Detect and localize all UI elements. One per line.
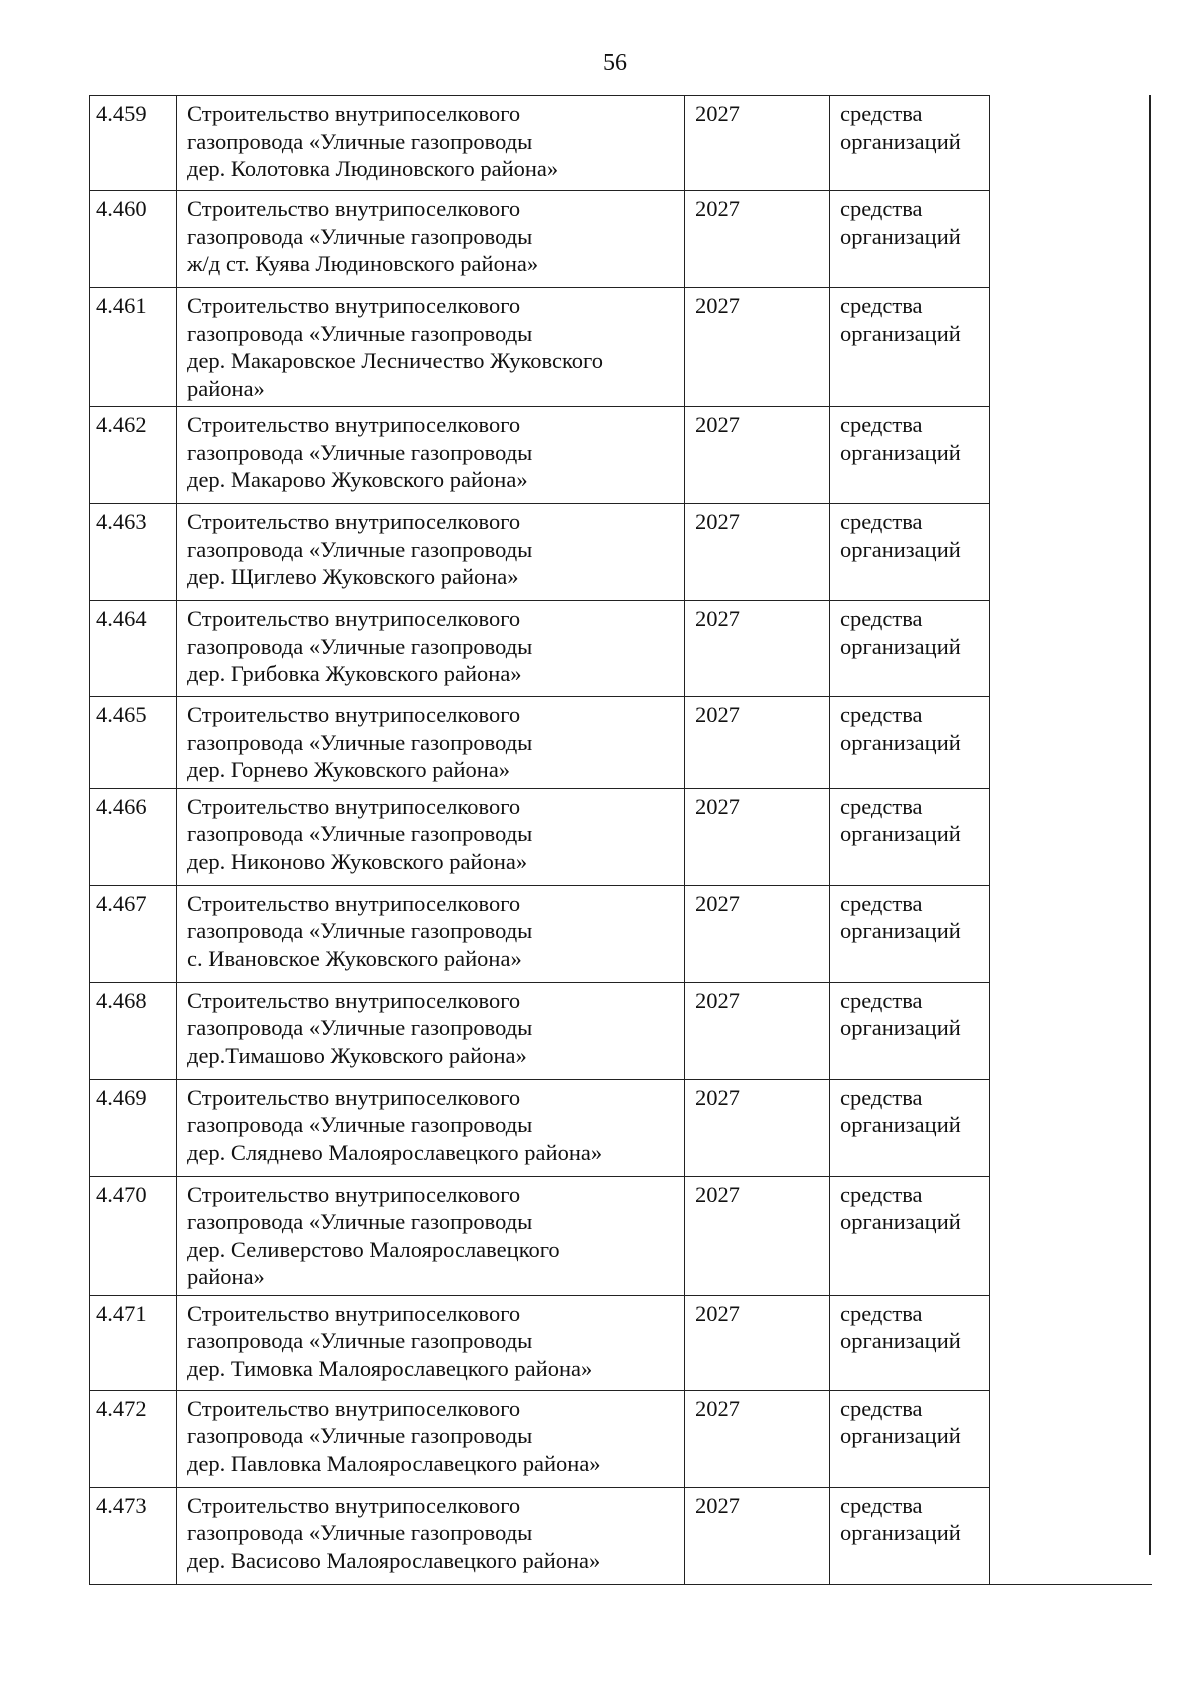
item-number: 4.470 (90, 1176, 177, 1295)
description-line: Строительство внутрипоселкового (187, 1181, 521, 1207)
funding-source-line: средства (840, 1084, 923, 1110)
description-line: газопровода «Уличные газопроводы (187, 223, 533, 249)
empty-cell (990, 788, 1152, 885)
empty-cell (990, 601, 1152, 697)
table-row (90, 1079, 1152, 1176)
description-line: дер. Павловка Малоярославецкого района» (187, 1450, 601, 1476)
item-year: 2027 (685, 96, 830, 191)
item-description (177, 601, 685, 697)
item-number: 4.471 (90, 1295, 177, 1390)
item-description (177, 1176, 685, 1295)
table-row (90, 1295, 1152, 1390)
empty-cell (990, 1487, 1152, 1584)
funding-source-line: организаций (840, 536, 961, 562)
item-description (177, 288, 685, 407)
item-description (177, 407, 685, 504)
funding-source-line: организаций (840, 223, 961, 249)
funding-source (830, 96, 990, 191)
description-line: газопровода «Уличные газопроводы (187, 1015, 533, 1040)
description-line: Строительство внутрипоселкового (187, 987, 521, 1013)
item-year: 2027 (685, 288, 830, 407)
funding-source (830, 288, 990, 407)
funding-source (830, 504, 990, 601)
funding-source (830, 601, 990, 697)
description-line: дер. Сляднево Малоярославецкого района» (187, 1139, 603, 1165)
description-line: газопровода «Уличные газопроводы (187, 536, 533, 562)
item-number: 4.460 (90, 191, 177, 288)
description-line: дер. Щиглево Жуковского района» (187, 564, 519, 589)
item-number: 4.463 (90, 504, 177, 601)
item-year: 2027 (685, 885, 830, 982)
funding-source (830, 1487, 990, 1584)
item-number: 4.464 (90, 601, 177, 697)
funding-source-line: средства (840, 1492, 923, 1518)
empty-cell (990, 697, 1152, 789)
item-description (177, 191, 685, 288)
item-year: 2027 (685, 1487, 830, 1584)
item-number: 4.466 (90, 788, 177, 885)
item-year: 2027 (685, 601, 830, 697)
funding-source-line: средства (840, 1300, 923, 1326)
funding-source-line: организаций (840, 1209, 961, 1234)
empty-cell (990, 288, 1152, 407)
funding-source (830, 191, 990, 288)
description-line: дер. Селиверстово Малоярославецкого (187, 1236, 560, 1262)
description-line: дер. Колотовка Людиновского района» (187, 156, 559, 181)
item-year: 2027 (685, 504, 830, 601)
item-description (177, 788, 685, 885)
funding-source-line: средства (840, 412, 923, 437)
funding-source-line: организаций (840, 1015, 961, 1040)
description-line: Строительство внутрипоселкового (187, 293, 521, 318)
description-line: газопровода «Уличные газопроводы (187, 1423, 533, 1448)
description-line: газопровода «Уличные газопроводы (187, 1328, 533, 1353)
description-line: газопровода «Уличные газопроводы (187, 128, 533, 154)
funding-source-line: средства (840, 987, 923, 1013)
description-line: района» (187, 375, 265, 401)
description-line: с. Ивановское Жуковского района» (187, 945, 522, 971)
description-line: Строительство внутрипоселкового (187, 1395, 521, 1421)
item-year: 2027 (685, 407, 830, 504)
item-description (177, 1487, 685, 1584)
item-description (177, 1079, 685, 1176)
empty-cell (990, 96, 1152, 191)
funding-source (830, 885, 990, 982)
item-number: 4.469 (90, 1079, 177, 1176)
program-table (89, 95, 1152, 1585)
empty-cell (990, 1176, 1152, 1295)
item-number: 4.459 (90, 96, 177, 191)
empty-cell (990, 1390, 1152, 1487)
funding-source-line: организаций (840, 633, 961, 659)
funding-source (830, 1176, 990, 1295)
table-row (90, 788, 1152, 885)
description-line: Строительство внутрипоселкового (187, 793, 521, 819)
description-line: дер. Макарово Жуковского района» (187, 467, 528, 492)
description-line: газопровода «Уличные газопроводы (187, 821, 533, 846)
description-line: дер. Тимовка Малоярославецкого района» (187, 1355, 593, 1381)
funding-source-line: средства (840, 890, 923, 916)
item-number: 4.472 (90, 1390, 177, 1487)
empty-cell (990, 885, 1152, 982)
item-year: 2027 (685, 191, 830, 288)
table-row (90, 1487, 1152, 1584)
empty-cell (990, 1295, 1152, 1390)
item-description (177, 885, 685, 982)
item-description (177, 982, 685, 1079)
description-line: Строительство внутрипоселкового (187, 101, 521, 126)
funding-source (830, 407, 990, 504)
description-line: дер. Васисово Малоярославецкого района» (187, 1547, 601, 1573)
description-line: дер.Тимашово Жуковского района» (187, 1042, 527, 1068)
funding-source-line: организаций (840, 821, 961, 846)
funding-source-line: организаций (840, 439, 961, 465)
empty-cell (990, 982, 1152, 1079)
item-description (177, 504, 685, 601)
description-line: Строительство внутрипоселкового (187, 412, 521, 437)
item-year: 2027 (685, 982, 830, 1079)
empty-cell (990, 191, 1152, 288)
item-number: 4.465 (90, 697, 177, 789)
description-line: Строительство внутрипоселкового (187, 1492, 521, 1518)
table-row (90, 288, 1152, 407)
page-number: 56 (603, 50, 627, 76)
item-description (177, 1390, 685, 1487)
description-line: газопровода «Уличные газопроводы (187, 633, 533, 659)
funding-source-line: организаций (840, 1112, 961, 1137)
description-line: газопровода «Уличные газопроводы (187, 1112, 533, 1137)
funding-source-line: организаций (840, 128, 961, 154)
description-line: Строительство внутрипоселкового (187, 606, 521, 631)
funding-source (830, 1079, 990, 1176)
description-line: дер. Макаровское Лесничество Жуковского (187, 348, 603, 373)
description-line: газопровода «Уличные газопроводы (187, 320, 533, 346)
description-line: газопровода «Уличные газопроводы (187, 439, 533, 465)
funding-source-line: средства (840, 509, 923, 534)
table-row (90, 601, 1152, 697)
item-description (177, 96, 685, 191)
description-line: Строительство внутрипоселкового (187, 509, 521, 534)
table-row (90, 1390, 1152, 1487)
empty-cell (990, 407, 1152, 504)
funding-source (830, 982, 990, 1079)
item-number: 4.462 (90, 407, 177, 504)
item-year: 2027 (685, 1295, 830, 1390)
description-line: дер. Никоново Жуковского района» (187, 848, 528, 874)
description-line: дер. Грибовка Жуковского района» (187, 661, 522, 686)
description-line: газопровода «Уличные газопроводы (187, 729, 533, 755)
item-description (177, 1295, 685, 1390)
description-line: Строительство внутрипоселкового (187, 196, 521, 221)
funding-source-line: средства (840, 793, 923, 819)
item-year: 2027 (685, 1176, 830, 1295)
funding-source (830, 788, 990, 885)
funding-source (830, 1295, 990, 1390)
description-line: района» (187, 1264, 265, 1289)
table-row (90, 1176, 1152, 1295)
item-description (177, 697, 685, 789)
table-row (90, 697, 1152, 789)
item-number: 4.468 (90, 982, 177, 1079)
funding-source-line: средства (840, 606, 923, 631)
funding-source (830, 697, 990, 789)
funding-source-line: организаций (840, 1423, 961, 1448)
funding-source-line: средства (840, 101, 923, 126)
item-number: 4.467 (90, 885, 177, 982)
description-line: Строительство внутрипоселкового (187, 702, 521, 727)
funding-source-line: средства (840, 1395, 923, 1421)
funding-source-line: организаций (840, 918, 961, 943)
table-row (90, 407, 1152, 504)
table-row (90, 96, 1152, 191)
funding-source (830, 1390, 990, 1487)
empty-cell (990, 1079, 1152, 1176)
table-row (90, 504, 1152, 601)
item-year: 2027 (685, 788, 830, 885)
item-number: 4.461 (90, 288, 177, 407)
funding-source-line: средства (840, 293, 923, 318)
funding-source-line: средства (840, 196, 923, 221)
description-line: Строительство внутрипоселкового (187, 890, 521, 916)
table-row (90, 982, 1152, 1079)
funding-source-line: средства (840, 702, 923, 727)
description-line: ж/д ст. Куява Людиновского района» (187, 251, 539, 276)
funding-source-line: организаций (840, 320, 961, 346)
description-line: Строительство внутрипоселкового (187, 1300, 521, 1326)
description-line: дер. Горнево Жуковского района» (187, 757, 511, 782)
item-year: 2027 (685, 1390, 830, 1487)
funding-source-line: организаций (840, 729, 961, 755)
description-line: газопровода «Уличные газопроводы (187, 1520, 533, 1545)
item-year: 2027 (685, 1079, 830, 1176)
item-year: 2027 (685, 697, 830, 789)
table-row (90, 885, 1152, 982)
description-line: Строительство внутрипоселкового (187, 1084, 521, 1110)
item-number: 4.473 (90, 1487, 177, 1584)
funding-source-line: организаций (840, 1520, 961, 1545)
funding-source-line: средства (840, 1181, 923, 1207)
empty-cell (990, 504, 1152, 601)
description-line: газопровода «Уличные газопроводы (187, 918, 533, 943)
table-row (90, 191, 1152, 288)
table-body (90, 96, 1152, 1585)
description-line: газопровода «Уличные газопроводы (187, 1209, 533, 1234)
funding-source-line: организаций (840, 1328, 961, 1353)
